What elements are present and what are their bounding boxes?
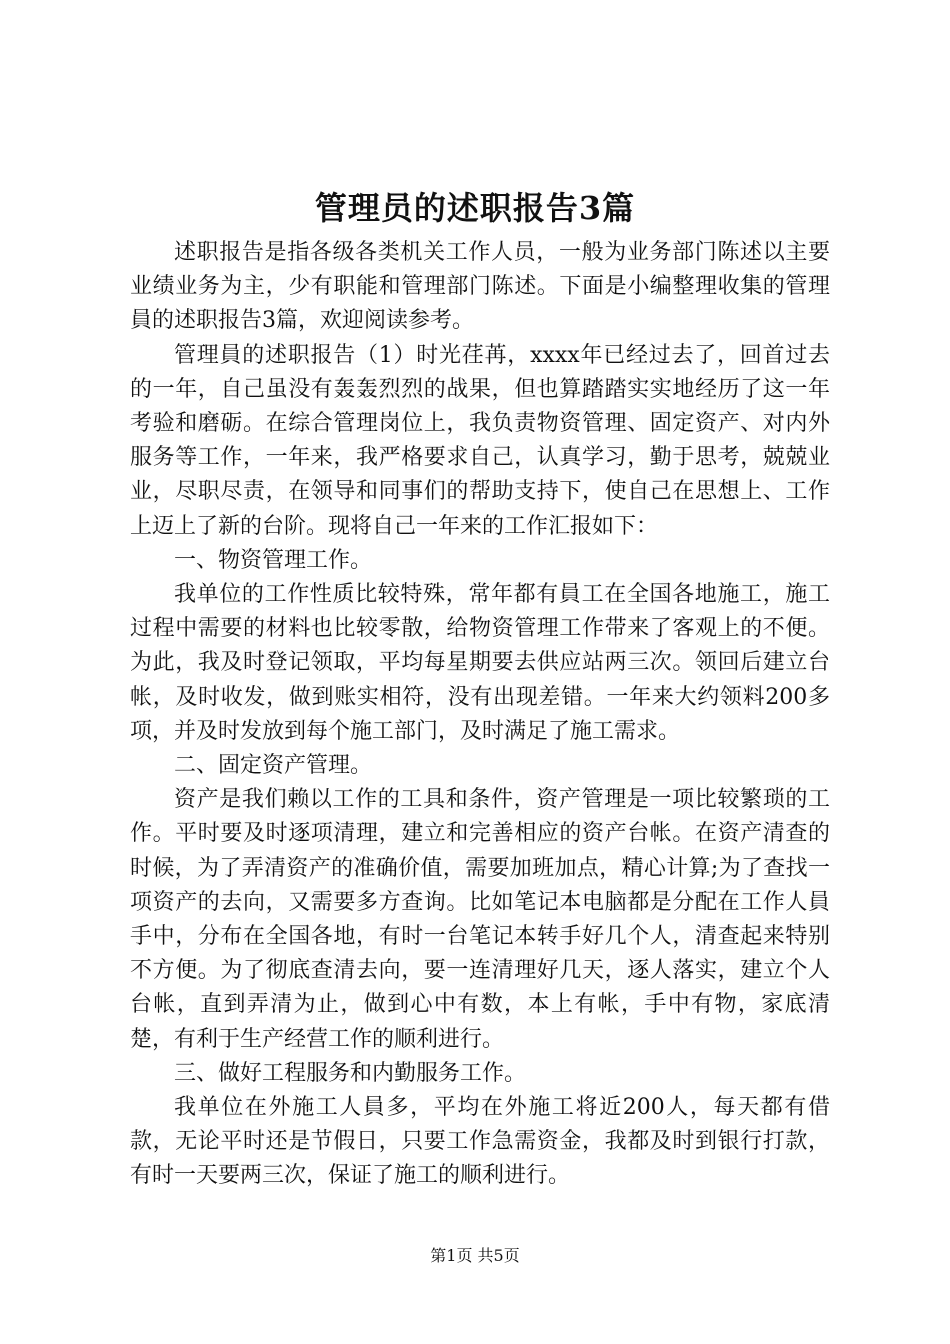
fixed-assets-paragraph: 资产是我们赖以工作的工具和条件，资产管理是一项比较繁琐的工作。平时要及时逐项清理，建立和完善相应的资产台帐。在资产清查的时候，为了弄清资产的准确价值，需要加班加点，精心计算;为了查找一项资产的去向，又需要多方查询。比如笔记本电脑都是分配在工作人員手中，分布在全国各地，有时一台笔记本转手好几个人，清查起来特别不方便。为了彻底查清去向，要一连清理好几天，逐人落实，建立个人台帐，直到弄清为止，做到心中有数，本上有帐，手中有物，家底清楚，有利于生产经营工作的顺利进行。 (130, 787, 830, 1052)
report-opening-paragraph: 管理員的述职报告（1）时光荏苒，xxxx年已经过去了，回首过去的一年，自己虽没有轰轰烈烈的战果，但也算踏踏实实地经历了这一年考验和磨砺。在综合管理岗位上，我负责物资管理、固定资产、对内外服务等工作，一年来，我严格要求自己，认真学习，勤于思考，兢兢业业，尽职尽责，在领导和同事们的帮助支持下，使自己在思想上、工作上迈上了新的台阶。现将自己一年来的工作汇报如下： (130, 342, 830, 539)
intro-paragraph: 述职报告是指各级各类机关工作人员，一般为业务部门陈述以主要业绩业务为主，少有职能和管理部门陈述。下面是小编整理收集的管理員的述职报告3篇，欢迎阅读参考。 (130, 240, 830, 334)
document-body (130, 236, 830, 1194)
document-title: 管理员的述职报告3篇 (314, 189, 636, 227)
section-heading-fixed-assets: 二、固定资产管理。 (174, 753, 373, 779)
services-paragraph: 我单位在外施工人員多，平均在外施工将近200人，每天都有借款，无论平时还是节假日，只要工作急需资金，我都及时到银行打款，有时一天要两三次，保证了施工的顺利进行。 (130, 1095, 830, 1189)
section-heading-services: 三、做好工程服务和内勤服务工作。 (174, 1060, 527, 1086)
materials-paragraph: 我单位的工作性质比较特殊，常年都有員工在全国各地施工，施工过程中需要的材料也比较零散，给物资管理工作带来了客观上的不便。为此，我及时登记领取，平均每星期要去供应站两三次。领回后建立台帐，及时收发，做到账实相符，没有出现差错。一年来大约领料200多项，并及时发放到每个施工部门，及时满足了施工需求。 (130, 582, 830, 744)
section-heading-materials: 一、物资管理工作。 (174, 547, 373, 573)
page-footer: 第1页 共5页 (430, 1246, 520, 1265)
